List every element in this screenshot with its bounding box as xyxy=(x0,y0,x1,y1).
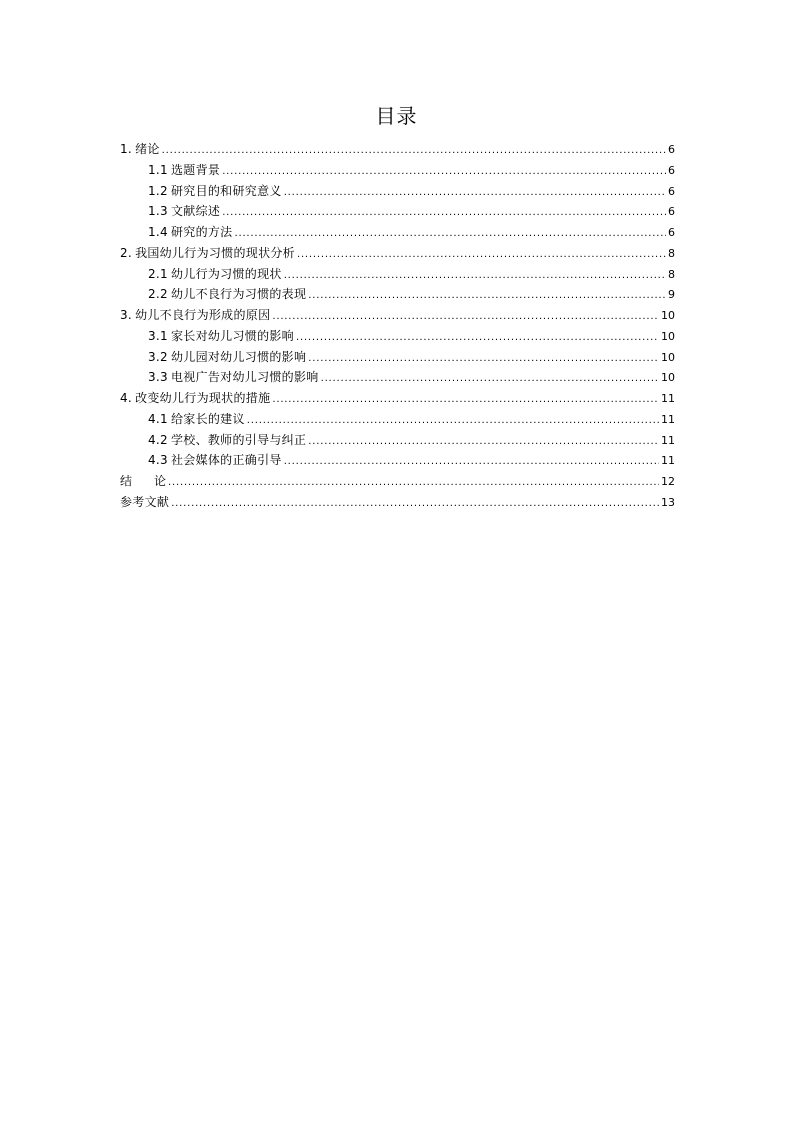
toc-entry-number: 1.1 xyxy=(148,162,168,177)
toc-entry-text: 幼儿不良行为习惯的表现 xyxy=(170,287,307,302)
toc-entry-number: 1.4 xyxy=(148,225,168,239)
toc-entry-text: 绪论 xyxy=(135,142,160,156)
toc-dot-leader xyxy=(171,494,659,515)
toc-page-number: 6 xyxy=(668,184,675,198)
toc-page-number: 11 xyxy=(661,412,675,426)
toc-page-number: 11 xyxy=(661,454,675,468)
toc-entry-text: 我国幼儿行为习惯的现状分析 xyxy=(135,245,295,260)
toc-page-number: 10 xyxy=(661,329,675,343)
toc-entry-label xyxy=(148,347,306,368)
toc-entry-label xyxy=(148,201,220,222)
toc-entry-label xyxy=(120,243,295,264)
toc-entry[interactable] xyxy=(120,409,675,430)
toc-entry-number: 4.2 xyxy=(148,432,168,447)
toc-entry-text: 幼儿园对幼儿习惯的影响 xyxy=(170,349,307,364)
toc-dot-leader xyxy=(308,432,659,453)
toc-dot-leader xyxy=(284,183,666,204)
toc-page-number: 6 xyxy=(668,205,675,219)
toc-entry-text: 给家长的建议 xyxy=(170,411,245,426)
toc-entry[interactable] xyxy=(120,326,675,347)
toc-entry-number: 1.3 xyxy=(148,204,168,219)
toc-entry-number: 4.1 xyxy=(148,411,168,426)
toc-entry-text: 幼儿不良行为形成的原因 xyxy=(135,308,271,322)
toc-page-number: 8 xyxy=(668,246,675,260)
toc-entry-number: 4. xyxy=(120,391,133,405)
toc-dot-leader xyxy=(296,328,659,349)
toc-entry[interactable] xyxy=(120,139,675,160)
toc-entry-label xyxy=(148,181,282,202)
toc-entry-text: 幼儿行为习惯的现状 xyxy=(170,266,282,281)
toc-dot-leader xyxy=(308,349,659,370)
toc-entry-text: 参考文献 xyxy=(120,494,170,509)
toc-entry-label xyxy=(120,388,270,409)
toc-entry-label xyxy=(120,471,166,492)
toc-entry-label xyxy=(148,430,306,451)
toc-entry-conclusion[interactable] xyxy=(120,471,675,492)
toc-page-number: 13 xyxy=(661,495,675,509)
toc-entry-label xyxy=(148,284,306,305)
toc-dot-leader xyxy=(321,369,659,390)
toc-entry-text: 社会媒体的正确引导 xyxy=(170,453,282,468)
toc-entry-number: 2. xyxy=(120,245,133,260)
toc-entry[interactable] xyxy=(120,201,675,222)
toc-entry-label xyxy=(148,450,282,471)
toc-page-number: 6 xyxy=(668,143,675,156)
toc-entry[interactable] xyxy=(120,430,675,451)
toc-dot-leader xyxy=(247,411,659,432)
toc-page-number: 6 xyxy=(668,226,675,239)
toc-page-number: 11 xyxy=(661,433,675,447)
toc-entry[interactable] xyxy=(120,160,675,181)
toc-page-number: 10 xyxy=(661,350,675,364)
toc-entry-number: 2.2 xyxy=(148,287,168,302)
toc-entry-number: 3.3 xyxy=(148,370,168,385)
toc-page-number: 6 xyxy=(668,163,675,177)
toc-entry[interactable] xyxy=(120,243,675,264)
toc-entry-text: 改变幼儿行为现状的措施 xyxy=(135,391,271,405)
toc-dot-leader xyxy=(284,266,666,287)
toc-entry-text: 电视广告对幼儿习惯的影响 xyxy=(170,370,319,385)
toc-page-number: 12 xyxy=(661,475,675,488)
toc-entry-label xyxy=(120,139,160,160)
toc-dot-leader xyxy=(235,224,667,245)
toc-entry-text: 家长对幼儿习惯的影响 xyxy=(170,328,294,343)
toc-page-number: 10 xyxy=(661,309,675,322)
toc-entry[interactable] xyxy=(120,388,675,409)
toc-entry-text: 文献综述 xyxy=(170,204,221,219)
toc-page-number: 10 xyxy=(661,371,675,385)
toc-entry-label xyxy=(120,305,270,326)
toc-entry-text: 研究的方法 xyxy=(170,225,233,239)
toc-entry[interactable] xyxy=(120,450,675,471)
toc-entry-number: 1.2 xyxy=(148,183,168,198)
toc-entry-label xyxy=(148,264,282,285)
toc-page-number: 11 xyxy=(661,392,675,405)
toc-entry-label xyxy=(148,409,245,430)
toc-entry-text: 选题背景 xyxy=(170,162,221,177)
toc-entry-number: 4.3 xyxy=(148,453,168,468)
toc-entry-text: 学校、教师的引导与纠正 xyxy=(170,432,307,447)
toc-dot-leader xyxy=(308,286,666,307)
toc-dot-leader xyxy=(297,245,666,266)
toc-entry-label xyxy=(148,160,220,181)
toc-dot-leader xyxy=(222,162,666,183)
toc-entry-label xyxy=(148,326,294,347)
toc-dot-leader xyxy=(222,203,666,224)
toc-entry-number: 3.1 xyxy=(148,328,168,343)
toc-entry[interactable] xyxy=(120,222,675,243)
toc-entry[interactable] xyxy=(120,181,675,202)
toc-entry[interactable] xyxy=(120,284,675,305)
toc-dot-leader xyxy=(272,307,659,328)
toc-dot-leader xyxy=(284,452,659,473)
toc-entry-text-part: 结 xyxy=(120,474,133,488)
toc-entry-text-part: 论 xyxy=(154,474,167,488)
toc-entry[interactable] xyxy=(120,264,675,285)
toc-dot-leader xyxy=(162,141,666,162)
toc-entry-label xyxy=(148,222,233,243)
toc-entry-number: 3. xyxy=(120,308,133,322)
toc-entry-number: 3.2 xyxy=(148,349,168,364)
toc-entry-label xyxy=(148,367,319,388)
toc-title: 目录 xyxy=(375,104,418,128)
toc-entry-number: 1. xyxy=(120,142,133,156)
toc-entry[interactable] xyxy=(120,305,675,326)
toc-page-number: 9 xyxy=(668,288,675,302)
toc-page-number: 8 xyxy=(668,267,675,281)
toc-entry-references[interactable] xyxy=(120,492,675,513)
toc-dot-leader xyxy=(168,473,659,494)
toc-entry[interactable] xyxy=(120,347,675,368)
toc-entry-text: 研究目的和研究意义 xyxy=(170,183,282,198)
toc-entry[interactable] xyxy=(120,367,675,388)
table-of-contents xyxy=(120,139,675,513)
toc-dot-leader xyxy=(272,390,659,411)
toc-entry-label xyxy=(120,492,169,513)
toc-entry-number: 2.1 xyxy=(148,266,168,281)
